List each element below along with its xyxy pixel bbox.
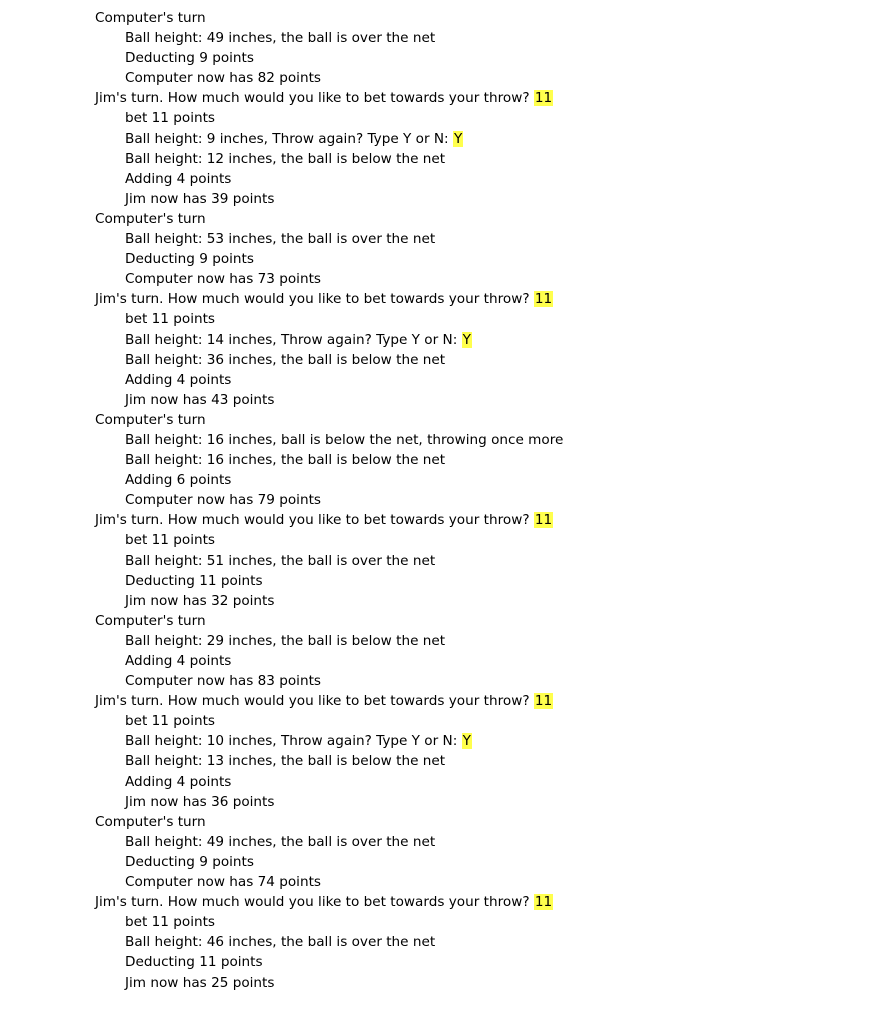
line-text: Ball height: 49 inches, the ball is over the net — [125, 30, 436, 47]
line-text: Ball height: 13 inches, the ball is below the net — [125, 753, 446, 770]
line-text: Computer now has 82 points — [125, 70, 321, 87]
line-text: Deducting 9 points — [125, 50, 254, 67]
output-line — [0, 229, 891, 249]
output-line — [0, 591, 891, 611]
user-input-highlight: Y — [462, 733, 471, 750]
output-line — [0, 731, 891, 751]
line-text: Computer now has 79 points — [125, 492, 321, 509]
output-line — [0, 852, 891, 872]
output-line — [0, 149, 891, 169]
output-line — [0, 490, 891, 510]
turn-header-line — [0, 289, 891, 309]
line-text: Jim now has 36 points — [125, 793, 275, 810]
output-line — [0, 912, 891, 932]
output-line — [0, 249, 891, 269]
output-line — [0, 671, 891, 691]
turn-header-line — [0, 611, 891, 631]
line-text: Computer now has 73 points — [125, 271, 321, 288]
line-text: bet 11 points — [125, 914, 216, 931]
line-text: Ball height: 29 inches, the ball is below the net — [125, 632, 446, 649]
line-text: Ball height: 46 inches, the ball is over the net — [125, 934, 436, 951]
turn-header-line — [0, 8, 891, 28]
turn-header-line — [0, 410, 891, 430]
output-line — [0, 792, 891, 812]
output-line — [0, 68, 891, 88]
user-input-highlight: Y — [453, 130, 463, 147]
output-line — [0, 350, 891, 370]
line-text: Ball height: 51 inches, the ball is over the net — [125, 552, 436, 569]
line-text: Ball height: 14 inches, Throw again? Type Y or N: — [125, 331, 462, 348]
turn-header-line — [0, 510, 891, 530]
console-transcript — [0, 8, 891, 993]
output-line — [0, 28, 891, 48]
output-line — [0, 571, 891, 591]
line-text: Ball height: 10 inches, Throw again? Type Y or N: — [125, 733, 462, 750]
output-line — [0, 751, 891, 771]
line-text: Jim now has 43 points — [125, 391, 275, 408]
output-line — [0, 832, 891, 852]
line-text: Computer's turn — [95, 210, 206, 227]
line-text: Deducting 11 points — [125, 954, 263, 971]
line-text: Ball height: 36 inches, the ball is below the net — [125, 351, 446, 368]
line-text: Ball height: 9 inches, Throw again? Type Y or N: — [125, 130, 453, 147]
line-text: Jim now has 25 points — [125, 974, 275, 991]
turn-header-line — [0, 892, 891, 912]
user-input-highlight: 11 — [534, 894, 553, 911]
output-line — [0, 872, 891, 892]
output-line — [0, 973, 891, 993]
line-text: Computer now has 74 points — [125, 874, 321, 891]
user-input-highlight: 11 — [534, 90, 553, 107]
output-line — [0, 631, 891, 651]
output-line — [0, 390, 891, 410]
line-text: Jim now has 39 points — [125, 190, 275, 207]
turn-header-line — [0, 209, 891, 229]
output-line — [0, 48, 891, 68]
line-text: Ball height: 49 inches, the ball is over the net — [125, 833, 436, 850]
line-text: Jim now has 32 points — [125, 592, 275, 609]
line-text: Ball height: 12 inches, the ball is below the net — [125, 150, 446, 167]
output-line — [0, 470, 891, 490]
output-line — [0, 450, 891, 470]
line-text: bet 11 points — [125, 713, 216, 730]
user-input-highlight: 11 — [534, 693, 553, 710]
line-text: Computer's turn — [95, 612, 206, 629]
line-text: Adding 6 points — [125, 472, 232, 489]
line-text: Jim's turn. How much would you like to bet towards your throw? — [95, 512, 534, 529]
line-text: Jim's turn. How much would you like to bet towards your throw? — [95, 90, 534, 107]
output-line — [0, 129, 891, 149]
output-line — [0, 711, 891, 731]
line-text: Deducting 11 points — [125, 572, 263, 589]
output-line — [0, 932, 891, 952]
user-input-highlight: 11 — [534, 291, 553, 308]
output-line — [0, 651, 891, 671]
line-text: Jim's turn. How much would you like to bet towards your throw? — [95, 894, 534, 911]
line-text: Computer's turn — [95, 813, 206, 830]
turn-header-line — [0, 691, 891, 711]
line-text: bet 11 points — [125, 110, 216, 127]
line-text: Deducting 9 points — [125, 251, 254, 268]
line-text: Adding 4 points — [125, 653, 232, 669]
line-text: bet 11 points — [125, 532, 216, 549]
output-line — [0, 952, 891, 972]
line-text: Jim's turn. How much would you like to bet towards your throw? — [95, 291, 534, 308]
line-text: Adding 4 points — [125, 371, 232, 388]
output-line — [0, 108, 891, 128]
line-text: Ball height: 53 inches, the ball is over the net — [125, 231, 436, 248]
line-text: bet 11 points — [125, 311, 216, 328]
line-text: Computer now has 83 points — [125, 673, 321, 690]
output-line — [0, 530, 891, 550]
line-text: Jim's turn. How much would you like to bet towards your throw? — [95, 693, 534, 710]
line-text: Ball height: 16 inches, ball is below the net, throwing once more — [125, 431, 564, 448]
turn-header-line — [0, 812, 891, 832]
output-line — [0, 551, 891, 571]
output-line — [0, 430, 891, 450]
line-text: Ball height: 16 inches, the ball is below the net — [125, 452, 446, 469]
line-text: Computer's turn — [95, 411, 206, 428]
line-text: Deducting 9 points — [125, 853, 254, 870]
output-line — [0, 309, 891, 329]
line-text: Adding 4 points — [125, 773, 232, 790]
line-text: Adding 4 points — [125, 170, 232, 187]
output-line — [0, 169, 891, 189]
output-line — [0, 189, 891, 209]
user-input-highlight: 11 — [534, 512, 553, 529]
output-line — [0, 330, 891, 350]
output-line — [0, 370, 891, 390]
output-line — [0, 269, 891, 289]
output-line — [0, 772, 891, 792]
turn-header-line — [0, 88, 891, 108]
user-input-highlight: Y — [462, 331, 471, 348]
line-text: Computer's turn — [95, 10, 206, 26]
